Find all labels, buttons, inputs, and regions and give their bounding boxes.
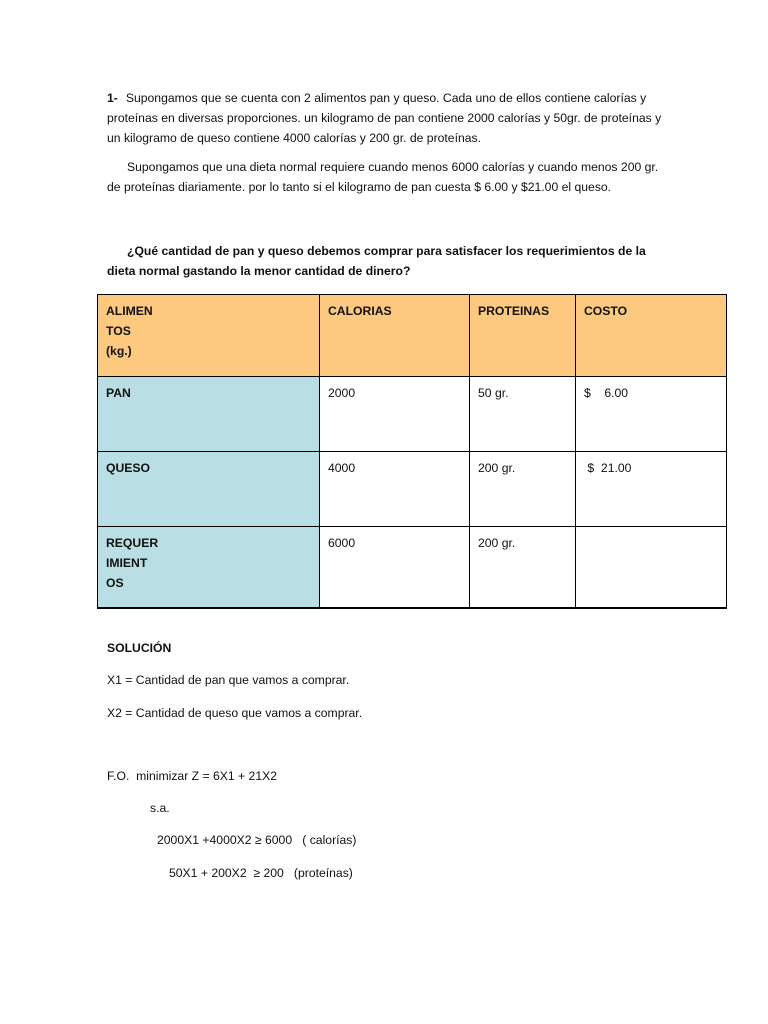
row-label — [98, 377, 320, 452]
row-label — [98, 452, 320, 527]
header-calorias: CALORIAS — [320, 295, 470, 377]
row-label-text: QUESO — [106, 461, 151, 475]
cell-calorias: 2000 — [320, 377, 470, 452]
header-alimentos-line: (kg.) — [106, 344, 132, 358]
table-row-pan — [98, 377, 727, 452]
header-costo: COSTO — [576, 295, 727, 377]
objective-function: F.O. minimizar Z = 6X1 + 21X2 — [107, 769, 278, 783]
row-label — [98, 527, 320, 609]
cell-costo — [576, 527, 727, 609]
table-row-requerimientos — [98, 527, 727, 609]
constraint-calorias: 2000X1 +4000X2 ≥ 6000 ( calorías) — [157, 833, 357, 847]
diet-table — [97, 294, 727, 609]
cell-costo: $ 6.00 — [576, 377, 727, 452]
variable-x1: X1 = Cantidad de pan que vamos a comprar. — [107, 673, 350, 687]
solution-heading: SOLUCIÓN — [107, 641, 172, 655]
constraint-proteinas: 50X1 + 200X2 ≥ 200 (proteínas) — [169, 866, 353, 880]
header-proteinas: PROTEINAS — [470, 295, 576, 377]
problem-text-1: Supongamos que se cuenta con 2 alimentos pan y queso. Cada uno de ellos contiene calorías y proteínas en diversas proporciones. un kilogramo de pan contiene 2000 calorías y 50gr. de proteínas y un kilogramo de queso contiene 4000 calorías y 200 gr. de proteínas. — [107, 91, 662, 145]
variable-x2: X2 = Cantidad de queso que vamos a comprar. — [107, 706, 363, 720]
table-row-queso — [98, 452, 727, 527]
subject-to: s.a. — [150, 801, 170, 815]
header-alimentos-line: TOS — [106, 324, 131, 338]
cell-proteinas: 200 gr. — [470, 527, 576, 609]
cell-proteinas: 50 gr. — [470, 377, 576, 452]
row-label-text: REQUER — [106, 536, 159, 550]
problem-number: 1- — [107, 91, 118, 105]
problem-paragraph-1 — [107, 88, 667, 148]
cell-costo: $ 21.00 — [576, 452, 727, 527]
problem-question: ¿Qué cantidad de pan y queso debemos comprar para satisfacer los requerimientos de la dieta normal gastando la menor cantidad de dinero? — [107, 244, 646, 278]
problem-paragraph-2: Supongamos que una dieta normal requiere cuando menos 6000 calorías y cuando menos 200 gr. de proteínas diariamente. por lo tanto si el kilogramo de pan cuesta $ 6.00 y $21.00 el queso. — [107, 160, 659, 194]
header-alimentos — [98, 295, 320, 377]
row-label-text: IMIENT — [106, 556, 148, 570]
table-header-row — [98, 295, 727, 377]
cell-calorias: 6000 — [320, 527, 470, 609]
cell-proteinas: 200 gr. — [470, 452, 576, 527]
cell-calorias: 4000 — [320, 452, 470, 527]
header-alimentos-line: ALIMEN — [106, 304, 153, 318]
row-label-text: PAN — [106, 386, 131, 400]
row-label-text: OS — [106, 576, 124, 590]
